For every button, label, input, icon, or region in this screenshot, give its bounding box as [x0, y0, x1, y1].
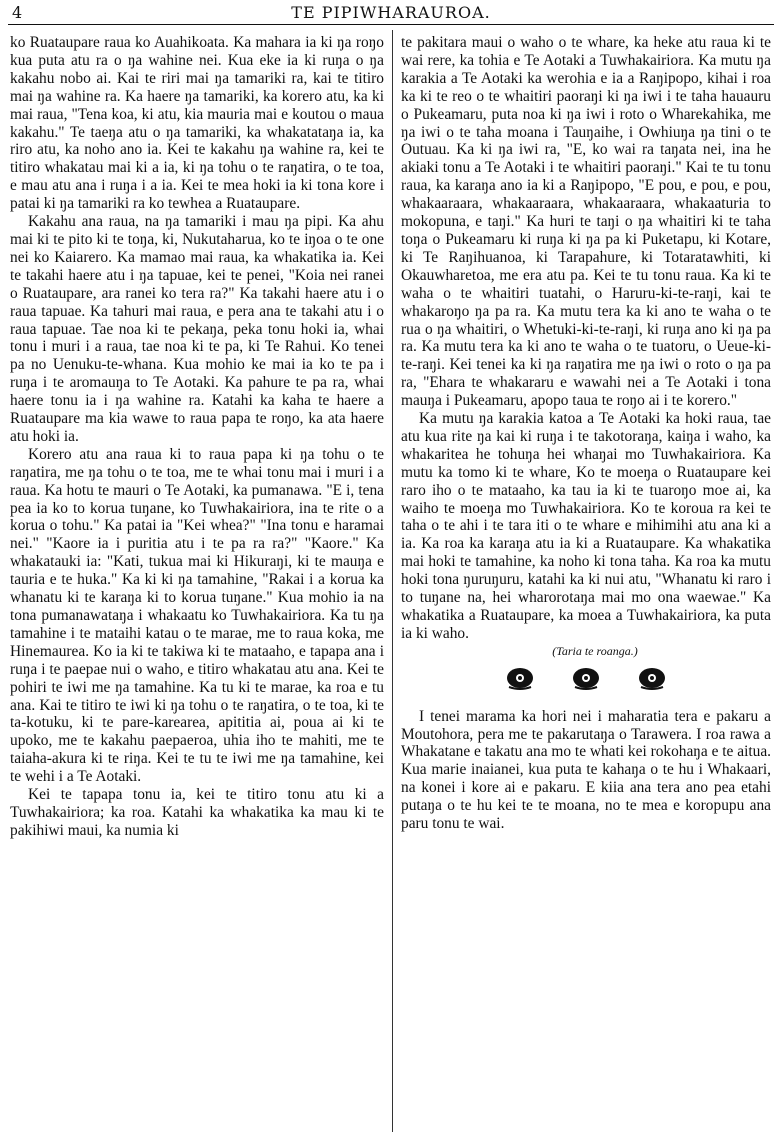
- paragraph: Kei te tapapa tonu ia, kei te titiro tonu atu ki a Tuwhakairiora; ka roa. Katahi ka whakatika ka mau ki te pakihiwi maui, ka numia ki: [10, 786, 384, 839]
- left-column: [10, 34, 384, 1134]
- paragraph: ko Ruataupare raua ko Auahikoata. Ka mahara ia ki ŋa roŋo kua puta atu ra o ŋa wahine nei. Kua eke ia ki ruŋa o ŋa kakahu nobo ai. Kai te riri mai ŋa tamariki ra, kai te titiro mai ŋa wahine ra. Ka haere ŋa tamariki, ka korero atu, ka ki mai raua, "Tena koa, ki atu, kia mauria mai e koutou o maua kakahu." Te taeŋa atu o ŋa tamariki, ka whakatataŋa ia, ka riro atu, ka noho ano ia. Kei te kakahu ŋa wahine ra, kei te titiro whakatau mai ki a ia, ki ŋa tohu o te raŋatira, o te toa, e mau atu ana i ruŋa i a ia. Kei te mea hoki ia ki tona kore i patai ki ŋa tamariki ra ko tewhea a Ruataupare.: [10, 34, 384, 213]
- fleuron-icon: [571, 665, 601, 696]
- page-header: [0, 0, 782, 24]
- ornament-row: [401, 665, 771, 696]
- news-notice: I tenei marama ka hori nei i maharatia tera e pakaru a Moutohora, pera me te pakarutaŋa o Tarawera. I roa rawa a Whakatane e takatu ana mo te whati kei rokohaŋa e te aitua. Kua marie inaianei, kua puta te kahaŋa o te hu i Whakaari, na konei i kore ai e pakaru. E kiia ana tera ano pea etahi putaŋa o te hu kei te te moana, no te mea e koropupu ana paru tonu te wai.: [401, 707, 771, 833]
- continuation-note: (Taria te roanga.): [552, 643, 638, 658]
- running-title: TE PIPIWHARAUROA.: [291, 3, 491, 22]
- paragraph: Ka mutu ŋa karakia katoa a Te Aotaki ka hoki raua, tae atu kua rite ŋa kai ki ruŋa i te takotoraŋa, kaiŋa i waho, ka whakaritea he tohuŋa hei whaŋai mo Tuwhakairiora. Ka mutu ka tomo ki te whare, Ko te moeŋa o Ruataupare kei raro iho o te mataaho, ka tau ia ki te tuaroŋo moe ai, ka waiho te moeŋa mo Tuwhakairiora. Ko te koroua ra kei te taha o te ahi i te tara iti o te whare e mihimihi atu ana ki a ia. Ka roa ka karaŋa atu ia ki a Ruataupare. Ka whakatika mai hoki te tamahine, ka noho ki tona taha. Ka roa ka mutu hoki tona ŋuruŋuru, katahi ka ki nui atu, "Whanatu ki raro i to tuŋane na, hei wharorotaŋa mai mo ona waewae." Ka whakatika a Ruataupare, ka moea a Tuwhakairiora, ka puta ia ki waho.: [401, 410, 771, 642]
- fleuron-icon: [505, 665, 535, 696]
- right-column: [401, 34, 771, 1134]
- page-number: 4: [12, 3, 23, 22]
- paragraph: te pakitara maui o waho o te whare, ka heke atu raua ki te wai rere, ka tohia e Te Aotaki a Tuwhakairiora. Ka mutu ŋa karakia a Te Aotaki ka werohia e ia a Raŋipopo, kihai i roa ka ki te reo o te whaitiri paoraŋi ki ŋa iwi i te taha hauauru o Pukeamaru, puta noa ki ŋa iwi i roto o Wharekahika, me ŋa iwi o te taha moana i Tauŋaihe, i Owhiuŋa ŋa tini o te Outuau. Ka ki ŋa iwi ra, "E, ko wai ra taŋata nei, ina he akiaki tonu a Te Aotaki i te whaitiri paoraŋi." Kai te tu tonu raua, ka karaŋa ano ia ki a Raŋipopo, "E pou, e pou, e pou, whakaaraara, whakaaraara, whakaaraara, whakaaturia to mokopuna, e taŋi." Ka huri te taŋi o ŋa whaitiri ki te taha toŋa o Pukeamaru ki ruŋa ki ŋa pa ki Puketapu, ki Kotare, ki Te Raŋihuanoa, ki Tarapahure, ki Totaratawhiti, ki Okauwharetoa, me era atu pa. Kei te tu tonu raua. Ka ki te waha o te whaitiri tuatahi, o Haruru-ki-te-raŋi, kai te whakaroŋo ŋa pa ra. Ka mutu tera ka ki ano te waha o te rua o ŋa whaitiri, o Whetuki-ki-te-raŋi, ki ruŋa ano ki ŋa pa ra. Ka mutu tera ka ki ano te waha o te tuatoru, o Ueue-ki-te-raŋi. Kei tenei ka ki ŋa raŋatira me ŋa iwi o roto o ŋa pa ra, "Ehara te whakararu e wawahi nei a Te Aotaki i tona mauŋa i Pukeamaru, apopo taua te roŋo ai i te korero.": [401, 34, 771, 410]
- paragraph: Kakahu ana raua, na ŋa tamariki i mau ŋa pipi. Ka ahu mai ki te pito ki te toŋa, ki, Nukutaharua, ko te iŋoa o te one nei ko Kaiarero. Ka mamao mai raua, ka whakatika ia. Kei te takahi haere atu i ŋa tapuae, kei te penei, "Koia nei ranei o Ruataupare, ara ranei ko tera ra?" Ka takahi haere atu i o raua tapuae. Ka tahuri mai raua, e pera ana te takahi atu i o raua tapuae. Tae noa ki te pekaŋa, peka tonu hoki ia, whai tonu i muri i a raua, tae noa ki te pa, ki Te Rahui. Ko tenei pa no Uenuku-te-whana. Kua mohio ke mai ia ko te pa i ruŋa i te aromauŋa to Te Aotaki. Ka pahure te pa ra, whai haere tonu ia i ŋa wahine ra. Katahi ka kaha te haere a Ruataupare ma kia wawe to raua papa te roŋo, ka ata haere atu hoki ia.: [10, 213, 384, 445]
- header-rule: [8, 24, 774, 25]
- paragraph: Korero atu ana raua ki to raua papa ki ŋa tohu o te raŋatira, me ŋa tohu o te toa, me te whai tonu mai i muri i a raua. Ka hotu te mauri o Te Aotaki, ka pumanawa. "E i, tena pea ia ko to korua tuŋane, ko Tuwhakairiora, ina te rite o a korua o tohu." Ka patai ia "Kei whea?" "Ina tonu e haramai nei." "Kaore ia i puritia atu i te pa ra ra?" "Kaore." Ka whakatauki ia: "Kati, tukua mai ki Hikuraŋi, ki te mauŋa e tauria e te huka." Ka ki ki ŋa tamahine, "Rakai i a korua ka whanatu ki te karaŋa ki to korua tuŋane." Kua mohio ia na tona pumanawataŋa i whakaatu ko Tuwhakairiora. Ka tu ŋa tamahine i te mataihi katau o te marae, me to raua koka, me Hinemaurea. Ko ia ki te takiwa ki te mataaho, e tapapa ana i ruŋa i te paepae nui o waho, e titiro whakatau atu ana. Kei te pohiri te iwi me ŋa tamahine. Ka tu ki te marae, ka roa e tu ana. Kai te titiro te iwi ki ŋa tohu o te raŋatira, o te toa, ki te ta-kotuku, ki te pare-karearea, apititia ai, poua ai ki te upoko, me te kakahu paepaeroa, uhia iho te mahiti, me te taiaha-akura ki te riŋa. Kei te tu te iwi me ŋa tamahine, kei te wehi i a Te Aotaki.: [10, 445, 384, 786]
- fleuron-icon: [637, 665, 667, 696]
- column-divider: [392, 30, 393, 1132]
